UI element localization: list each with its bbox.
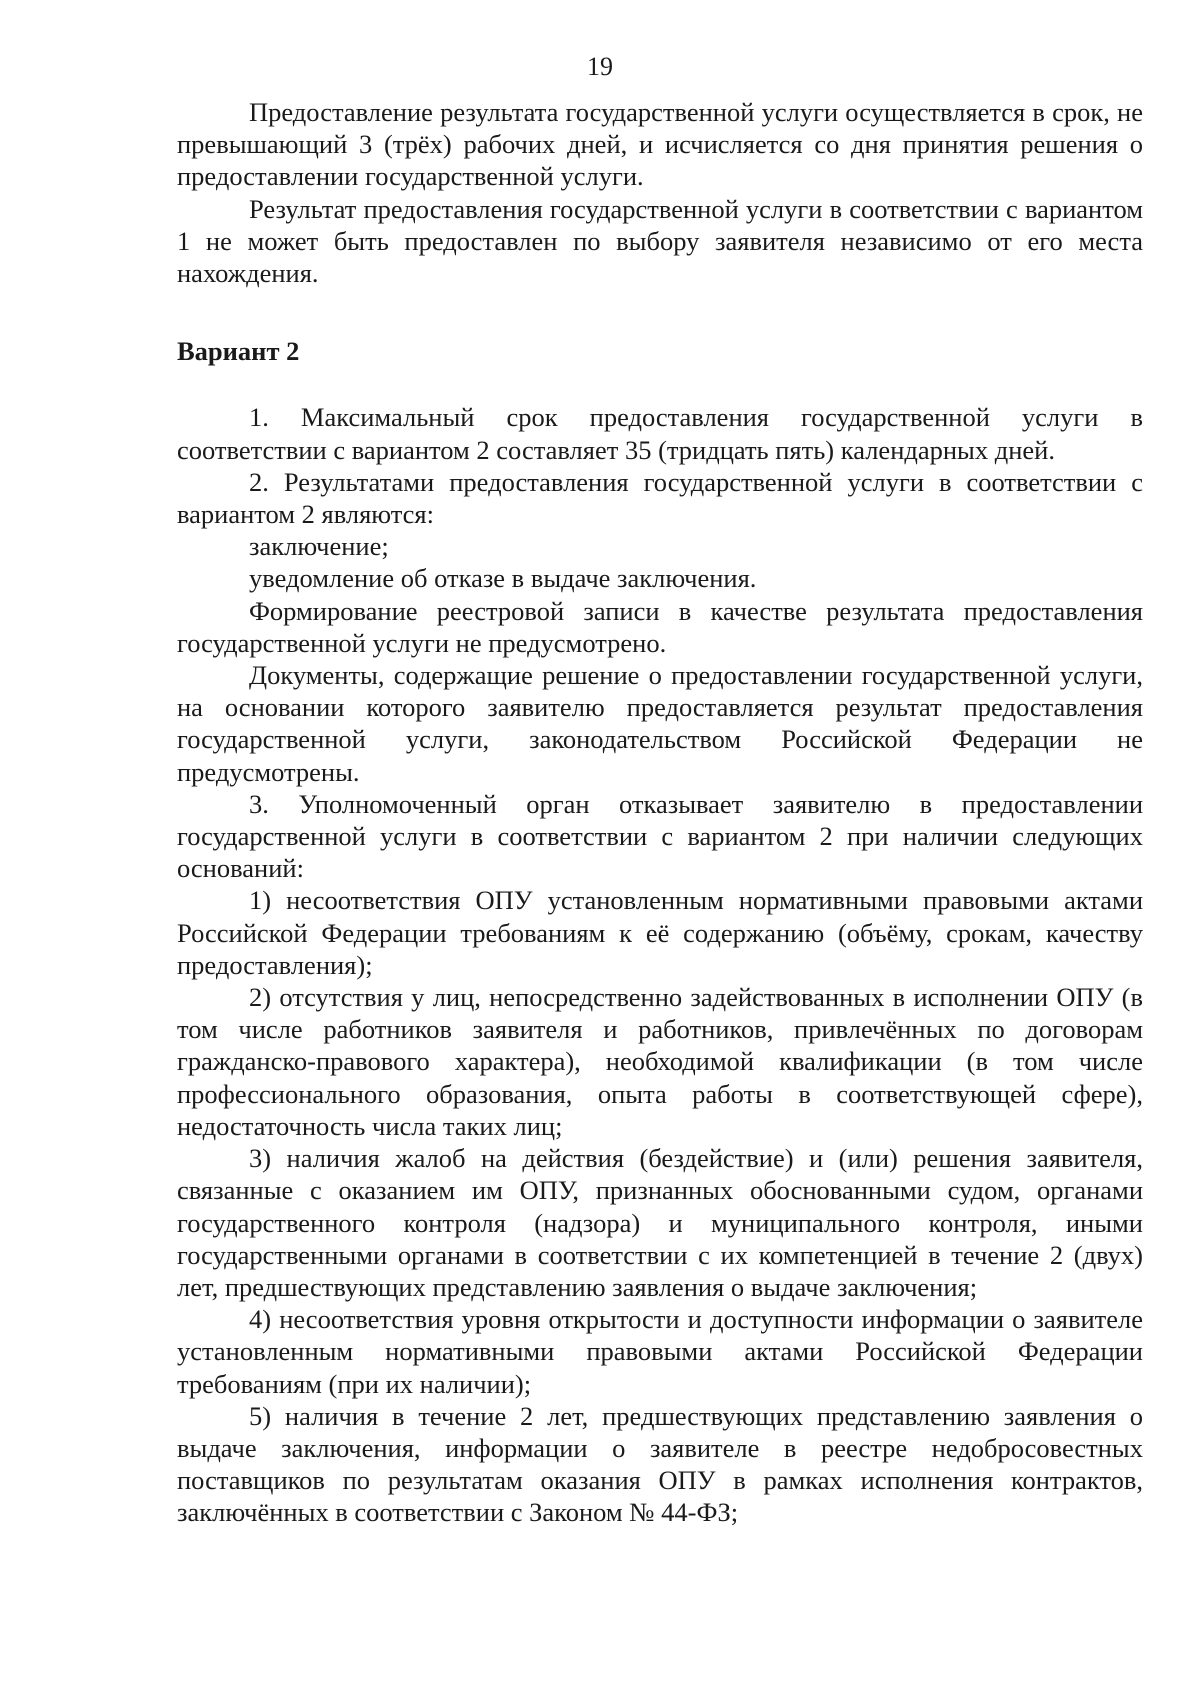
list-item-ground-4: 4) несоответствия уровня открытости и доступности информации о заявителе установленным нормативными правовыми актами Российской Федерации требованиям (при их наличии);: [177, 1304, 1143, 1399]
paragraph-documents: Документы, содержащие решение о предоставлении государственной услуги, на основании которого заявителю предоставляется результат предоставления государственной услуги, законодательством Российской Федерации не предусмотрены.: [177, 660, 1143, 787]
paragraph-registry-record: Формирование реестровой записи в качестве результата предоставления государственной услуги не предусмотрено.: [177, 595, 1143, 658]
document-body: [177, 96, 1143, 1529]
section-title: Вариант 2: [177, 336, 300, 367]
list-item-ground-5: 5) наличия в течение 2 лет, предшествующих представлению заявления о выдаче заключения, информации о заявителе в реестре недобросовестных поставщиков по результатам оказания ОПУ в рамках исполнения контрактов, заключённых в соответствии с Законом № 44-ФЗ;: [177, 1400, 1143, 1528]
spacer: [177, 367, 1143, 401]
paragraph-result-deadline: Предоставление результата государственной услуги осуществляется в срок, не превышающий 3 (трёх) рабочих дней, и исчисляется со дня принятия решения о предоставлении государственной услуги.: [177, 97, 1143, 192]
paragraph-result-location: Результат предоставления государственной услуги в соответствии с вариантом 1 не может быть предоставлен по выбору заявителя независимо от его места нахождения.: [177, 193, 1143, 289]
list-item-ground-1: 1) несоответствия ОПУ установленным нормативными правовыми актами Российской Федерации требованиям к её содержанию (объёму, срокам, качеству предоставления);: [177, 885, 1143, 980]
spacer: [177, 289, 1143, 335]
list-item-ground-2: 2) отсутствия у лиц, непосредственно задействованных в исполнении ОПУ (в том числе работников заявителя и работников, привлечённых по договорам гражданско-правового характера), необходимой квалификации (в том числе профессионального образования, опыта работы в соответствующей сфере), недостаточность числа таких лиц;: [177, 982, 1143, 1141]
list-item-ground-3: 3) наличия жалоб на действия (бездействие) и (или) решения заявителя, связанные с оказанием им ОПУ, признанных обоснованными судом, органами государственного контроля (надзора) и муниципального контроля, иными государственными органами в соответствии с их компетенцией в течение 2 (двух) лет, предшествующих представлению заявления о выдаче заключения;: [177, 1143, 1143, 1302]
list-item-conclusion: заключение;: [249, 531, 389, 562]
paragraph-results: 2. Результатами предоставления государственной услуги в соответствии с вариантом 2 являются:: [177, 466, 1143, 530]
page-number: 19: [587, 52, 613, 81]
list-item-refusal-notice: уведомление об отказе в выдаче заключения.: [249, 563, 757, 594]
paragraph-refusal-grounds: 3. Уполномоченный орган отказывает заявителю в предоставлении государственной услуги в соответствии с вариантом 2 при наличии следующих оснований:: [177, 788, 1143, 884]
paragraph-max-term: 1. Максимальный срок предоставления государственной услуги в соответствии с вариантом 2 составляет 35 (тридцать пять) календарных дней.: [177, 402, 1143, 465]
